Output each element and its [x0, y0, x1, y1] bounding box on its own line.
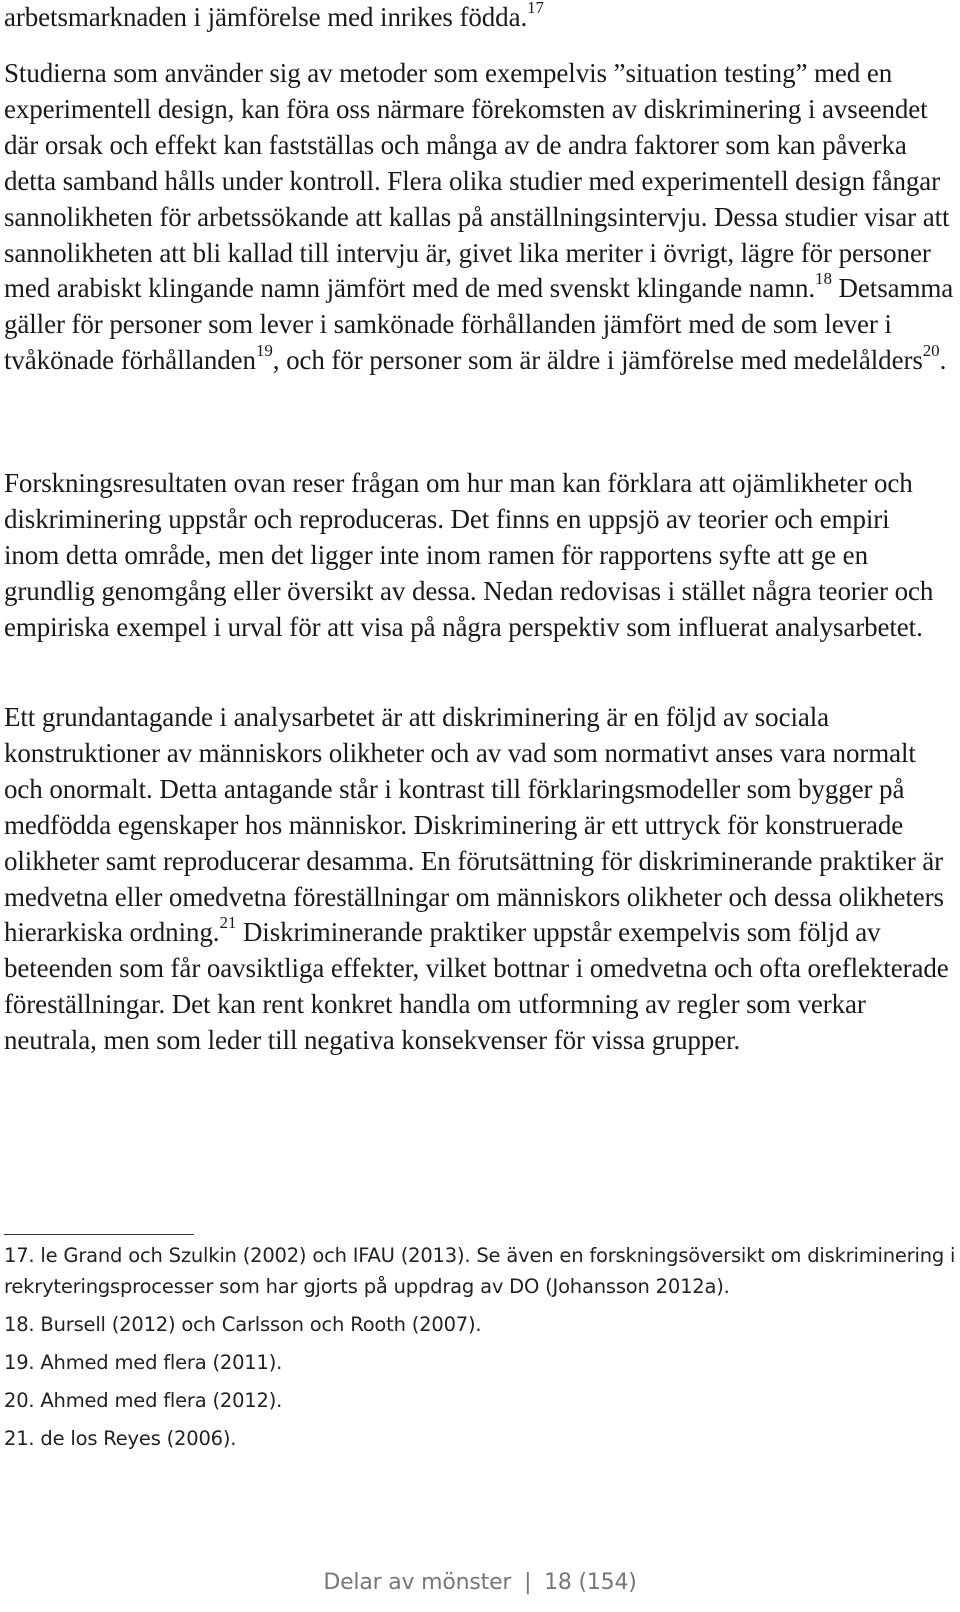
- footnote-ref-18[interactable]: 18: [815, 269, 832, 289]
- document-title: Delar av mönster: [323, 1570, 512, 1595]
- document-page: [4, 0, 956, 1612]
- paragraph-text: Forskningsresultaten ovan reser frågan om hur man kan förklara att ojämlikheter och diskriminering uppstår och reproduceras. Det finns en uppsjö av teorier och empiri inom detta område, men det ligger inte inom ramen för rapportens syfte att ge en grundlig genomgång eller översikt av dessa. Nedan redovisas i stället några teorier och empiriska exempel i urval för att visa på några perspektiv som influerat analysarbetet.: [4, 468, 934, 642]
- footnote-21: 21. de los Reyes (2006).: [4, 1427, 237, 1450]
- body-paragraph: [4, 0, 944, 36]
- footnote-ref-17[interactable]: 17: [527, 0, 544, 17]
- footnotes-section: [4, 1240, 956, 1461]
- footnote-18: 18. Bursell (2012) och Carlsson och Rooth (2007).: [4, 1313, 482, 1336]
- footnote-divider: [4, 1234, 194, 1235]
- footnote-ref-21[interactable]: 21: [219, 913, 237, 933]
- body-paragraph: [4, 700, 956, 1059]
- footer-separator: |: [524, 1570, 532, 1595]
- paragraph-text: Studierna som använder sig av metoder som exempelvis ”situation testing” med en experimentell design, kan föra oss närmare förekomsten av diskriminering i avseendet där orsak och effekt kan fastställas och många av de andra faktorer som kan påverka detta samband hålls under kontroll. Flera olika studier med experimentell design fångar sannolikheten för arbetssökande att kallas på anställningsintervju. Dessa studier visar att sannolikheten att bli kallad till intervju är, givet lika meriter i övrigt, lägre för personer med arabiskt klingande namn jämfört med de med svenskt klingande namn.: [4, 58, 950, 304]
- body-paragraph: [4, 56, 956, 379]
- paragraph-text: Ett grundantagande i analysarbetet är att diskriminering är en följd av sociala konstruktioner av människors olikheter och av vad som normativt anses vara normalt och onormalt. Detta antagande står i kontrast till förklaringsmodeller som bygger på medfödda egenskaper hos människor. Diskriminering är ett uttryck för konstruerade olikheter samt reproducerar desamma. En förutsättning för diskriminerande praktiker är medvetna eller omedvetna föreställningar om människors olikheter och dessa olikheters hierarkiska ordning.: [4, 702, 944, 948]
- paragraph-text: Diskriminerande praktiker uppstår exempelvis som följd av beteenden som får oavsiktliga effekter, vilket bottnar i omedvetna och ofta oreflekterade föreställningar. Det kan rent konkret handla om utformning av regler som verkar neutrala, men som leder till negativa konsekvenser för vissa grupper.: [4, 917, 949, 1056]
- paragraph-text: Detsamma gäller för personer som lever i samkönade förhållanden jämfört med de som lever i tvåkönade förhållanden: [4, 273, 954, 376]
- paragraph-text: .: [939, 345, 947, 376]
- footnote-20: 20. Ahmed med flera (2012).: [4, 1389, 283, 1412]
- page-footer: [4, 1570, 956, 1595]
- footnote-ref-20[interactable]: 20: [922, 341, 940, 361]
- page-number: 18 (154): [544, 1570, 637, 1595]
- body-paragraph: [4, 466, 944, 646]
- footnote-19: 19. Ahmed med flera (2011).: [4, 1351, 283, 1374]
- footnote-17: 17. le Grand och Szulkin (2002) och IFAU (2013). Se även en forskningsöversikt om diskriminering i rekryteringsprocesser som har gjorts på uppdrag av DO (Johansson 2012a).: [4, 1244, 956, 1298]
- paragraph-text: arbetsmarknaden i jämförelse med inrikes födda.: [4, 2, 528, 32]
- paragraph-text: , och för personer som är äldre i jämförelse med medelålders: [272, 345, 923, 376]
- footnote-ref-19[interactable]: 19: [255, 341, 273, 361]
